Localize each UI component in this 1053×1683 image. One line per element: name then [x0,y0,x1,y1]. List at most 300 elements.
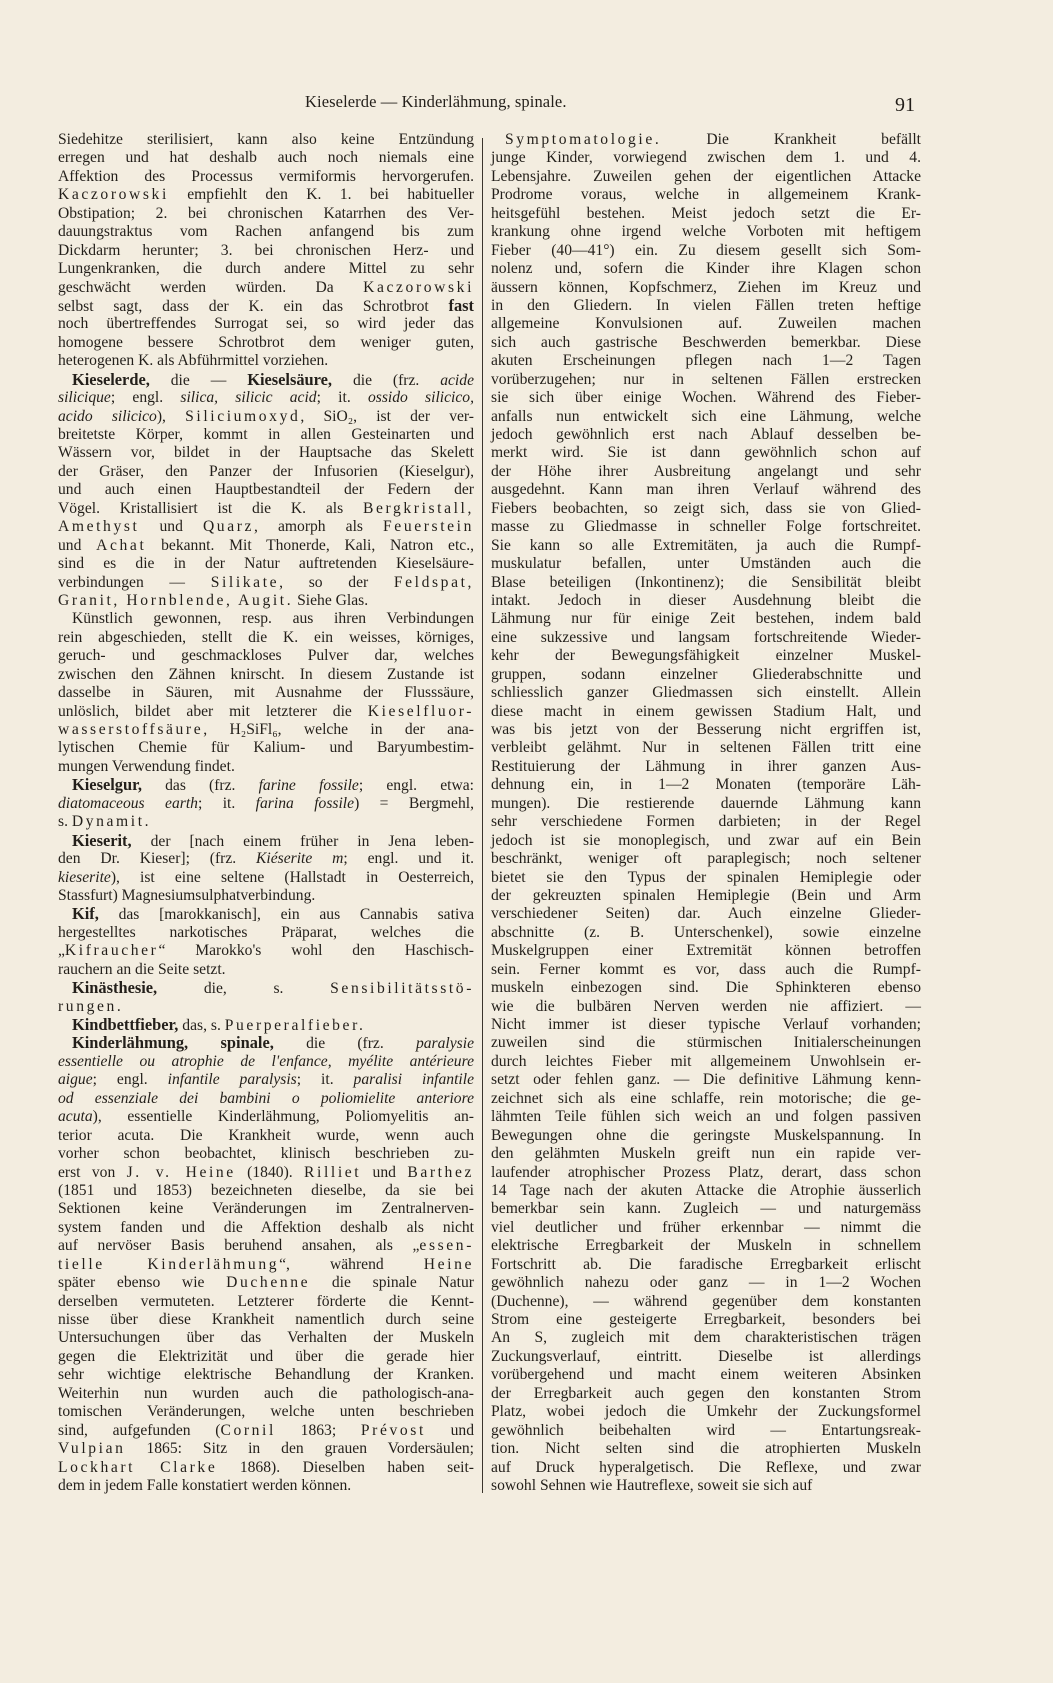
spaced-emphasis: tielle Kinderlähmung [58,1255,280,1273]
spaced-emphasis: Bergkristall, [362,499,474,517]
text-run: gewöhnlich beibehalten wird — Entartungsreak- [491,1421,921,1439]
text-line [58,279,474,297]
text-line [58,334,474,352]
text-run: (1851 und 1853) bezeichneten dieselbe, da sie bei [58,1181,474,1199]
text-line [58,1366,474,1384]
text-line [491,389,921,407]
text-line [491,242,921,260]
paragraph [58,1034,474,1495]
text-line [58,832,474,850]
foreign-term: farine fossile [258,777,359,795]
text-line [58,1274,474,1292]
text-run: auf nervöser Basis beruhend ansahen, als „ [58,1237,420,1255]
text-run: geschwächt werden würden. Da [58,278,364,296]
text-run: heterogenen K. als Abführmittel vorziehen. [58,352,329,370]
text-run: erregen und hat deshalb auch noch niemals eine [58,149,474,167]
foreign-term: kieserite [58,868,111,886]
text-run: Strom eine gesteigerte Erregbarkeit, besonders bei [491,1311,921,1328]
paragraph [58,1016,474,1034]
text-line [58,168,474,186]
text-run: gruppen, sodann einzelner Gliederabschnitte und [491,665,921,683]
text-line [58,408,474,426]
text-line [491,998,921,1016]
text-run: und [139,518,203,536]
text-run: sie sich über einige Wochen. Während des Fieber- [491,389,921,407]
text-run: rauchern an die Seite setzt. [58,960,226,978]
spaced-emphasis: essen- [419,1237,474,1255]
foreign-term: farina fossile [255,794,355,812]
text-line [58,869,474,887]
text-line [58,905,474,923]
text-line [58,1034,474,1052]
text-line [491,279,921,297]
text-line [491,1090,921,1108]
text-line [491,684,921,702]
text-run: setzt oder fehlen ganz. — Die definitive Lähmung kenn- [491,1071,921,1089]
text-line [58,721,474,739]
text-run: hergestelltes narkotisches Präparat, welches die [58,923,474,941]
text-run: nolenz und, sofern die Kinder ihre Klagen schon [491,260,921,278]
text-run: (Duchenne), — während gegenüber dem konstanten [491,1292,921,1310]
text-run: später ebenso wie [58,1274,227,1292]
text-run: vorüberzugehen; nur in seltenen Fällen erstrecken [491,370,921,388]
text-run: der Höhe ihrer Ausbreitung angelangt und sehr [491,462,921,480]
text-line [491,647,921,665]
text-run: elektrische Erregbarkeit der Muskeln in schnellem [491,1237,921,1255]
text-line [58,518,474,536]
text-line [491,795,921,813]
text-run: selbst sagt, dass der K. ein das Schrotbrot [58,297,449,315]
text-line [58,1293,474,1311]
text-run: wie die bulbären Nerven werden nie affiziert. — [491,997,921,1015]
text-run: die (frz. [332,371,441,389]
text-run: , SiO₂, ist der ver- [300,407,474,425]
text-run: tion. Nicht selten sind die atrophierten Muskeln [491,1440,921,1458]
text-line [491,1348,921,1366]
text-run: junge Kinder, vorwiegend zwischen dem 1. und 4. [491,149,921,167]
text-line [58,1145,474,1163]
text-line [58,1477,474,1495]
text-line [491,739,921,757]
text-run: zeichnet sich als eine schlaffe, rein motorische; die ge- [491,1089,921,1107]
text-run: anfalls nun entwickelt sich eine Lähmung, welche [491,407,921,425]
text-run: äussern können, Kopfschmerz, Ziehen im Kreuz und [491,278,921,296]
text-line [58,684,474,702]
text-run: Blase beteiligen (Inkontinenz); die Sensibilität bleibt [491,573,921,591]
text-run: ; it. [316,389,368,407]
text-run: das (frz. [141,777,259,795]
spaced-emphasis: Dynamit. [71,813,152,831]
text-line [58,850,474,868]
spaced-emphasis: Kifraucher [64,942,159,960]
headword: fast [448,295,474,315]
text-run: sich auch gastrische Beschwerden bemerkbar. Diese [491,333,921,351]
text-run: verschiedener Seiten) dar. Auch einzelne Glieder- [491,905,921,923]
text-line [491,887,921,905]
text-line [58,1237,474,1255]
foreign-term: diatomaceous earth [58,794,198,812]
spaced-emphasis: Kaczorowski [363,278,474,296]
page-header [0,90,1053,114]
paragraph [491,131,921,1495]
text-line [58,481,474,499]
text-line [58,1385,474,1403]
text-run: bemerkbar sein kann. Zugleich — und naturgemäss [491,1200,921,1218]
text-run: ; engl. und it. [343,850,474,868]
text-run: laufender atrophischer Prozess Platz, derart, dass schon [491,1163,921,1181]
text-run: system fanden und die Affektion deshalb als nicht [58,1218,474,1236]
text-run: sind, aufgefunden ( [58,1421,221,1439]
text-run: Siedehitze sterilisiert, kann also keine Entzündung [58,131,474,148]
spaced-emphasis: Vulpian [58,1440,126,1458]
text-line [491,500,921,518]
text-run: ) = Bergmehl, [354,794,474,812]
text-run: Fortschritt ab. Die faradische Erregbarkeit erlischt [491,1255,921,1273]
text-run: Restituierung der Lähmung in ihrer ganzen Aus- [491,757,921,775]
text-line [58,961,474,979]
text-line [58,1090,474,1108]
text-line [491,1256,921,1274]
headword: Kieserit, [72,830,132,850]
text-line [491,352,921,370]
text-run: rein abgeschieden, stellt die K. ein weisses, körniges, [58,628,474,646]
foreign-term: acide [440,371,474,389]
text-line [58,979,474,997]
spaced-emphasis: Symptomatologie. [505,131,662,148]
text-line [491,629,921,647]
text-line [491,703,921,721]
text-run: beschränkt, weniger oft paraplegisch; noch seltener [491,850,921,868]
text-run: terior acuta. Die Krankheit wurde, wenn auch [58,1126,474,1144]
text-run: ; engl. [92,1071,168,1089]
text-run: Muskelgruppen einer Extremität können betroffen [491,942,921,960]
paragraph [58,610,474,776]
text-line [491,1034,921,1052]
text-line [58,1329,474,1347]
text-line [491,463,921,481]
text-line [58,1108,474,1126]
text-line [491,1164,921,1182]
text-line [58,1071,474,1089]
text-line [491,610,921,628]
text-run: ; it. [197,794,256,812]
foreign-term: acido silicico [58,407,157,425]
text-line [58,131,474,149]
paragraph [58,776,474,831]
text-run: bietet sie den Typus der spinalen Hemiplegie oder [491,868,921,886]
foreign-term: acuta [58,1108,93,1126]
text-line [491,1200,921,1218]
text-line [491,315,921,333]
text-line [491,1145,921,1163]
text-run: jedoch gewöhnlich erst nach Ablauf desselben be- [491,426,921,443]
text-run: verbindungen — [58,573,211,591]
paragraph [58,832,474,906]
text-line [491,149,921,167]
spaced-emphasis: Duchenne [226,1274,311,1292]
headword: Kieselgur, [72,775,142,795]
text-run: und [425,1421,474,1439]
foreign-term: ossido silicico, [367,389,474,407]
paragraph [58,131,474,371]
headword: Kieselerde, [72,369,150,389]
spaced-emphasis: Feuerstein [383,518,474,536]
text-run: Lähmung nur für einige Zeit bestehen, indem bald [491,610,921,628]
spaced-emphasis: J. v. Heine [126,1163,236,1181]
text-run: ; engl. [110,389,181,407]
text-line [491,426,921,444]
text-line [491,1366,921,1384]
spaced-emphasis: Granit, Hornblende, Augit. [58,591,294,609]
text-line [491,592,921,610]
text-run: tomischen Veränderungen, welche unten beschrieben [58,1403,474,1421]
text-line [58,795,474,813]
text-run: Fiebers beobachten, so zeigt sich, dass sie von Glied- [491,499,921,517]
text-line [58,610,474,628]
text-run: eine sukzessive und langsam fortschreitende Wieder- [491,628,921,646]
text-line [491,1311,921,1329]
text-line [491,979,921,997]
text-line [58,942,474,960]
headword: Kindbettfieber, [72,1015,179,1034]
spaced-emphasis: Kaczorowski [58,186,169,204]
text-run: mungen). Die restierende dauernde Lähmung kann [491,794,921,812]
text-run: den gelähmten Muskeln greift nun ein rapide ver- [491,1145,921,1163]
text-run: Prodrome voraus, welche in allgemeinem Krank- [491,186,921,204]
text-line [58,297,474,315]
text-line [491,1016,921,1034]
text-line [491,260,921,278]
text-run: die, s. [157,980,331,998]
text-run: was bis jetzt von der Besserung nicht ergriffen ist, [491,721,921,738]
text-run: , amorph als [254,518,384,536]
text-line [491,1053,921,1071]
text-line [58,1127,474,1145]
spaced-emphasis: Sensibilitätsstö- [330,980,474,998]
text-run: muskeln einbezogen sind. Die Sphinkteren ebenso [491,979,921,997]
text-line [491,832,921,850]
text-run: der Gräser, den Panzer der Infusorien (Kieselgur), [58,462,474,480]
text-run: das [marokkanisch], ein aus Cannabis sativa [98,906,474,924]
foreign-term: paralysie [415,1035,474,1053]
text-line [491,1459,921,1477]
headword: Kinderlähmung, spinale, [72,1033,274,1053]
text-line [491,776,921,794]
text-run: lytischen Chemie für Kalium- und Baryumbestim- [58,739,474,757]
paragraph [58,371,474,611]
text-line [58,1422,474,1440]
text-run: allgemeine Konvulsionen auf. Zuweilen machen [491,315,921,333]
text-line [491,924,921,942]
text-run: Künstlich gewonnen, resp. aus ihren Verbindungen [72,610,474,628]
text-run: viel deutlicher und früher erkennbar — nimmt die [491,1218,921,1236]
text-run: , H₂SiFl₆, welche in der ana- [203,721,474,738]
text-run: 14 Tage nach der akuten Attacke die Atrophie äusserlich [491,1181,921,1199]
text-line [58,758,474,776]
text-run: krankung ohne irgend welche Vorboten mit heftigem [491,223,921,241]
text-run: schliesslich ganzer Gliedmassen sich einstellt. Allein [491,684,921,702]
text-line [58,463,474,481]
text-run: Lebensjahre. Zuweilen gehen der eigentlichen Attacke [491,167,921,185]
text-run: gewöhnlich nahezu oder ganz — in 1—2 Wochen [491,1274,921,1292]
text-line [491,1440,921,1458]
text-run: , so der [279,573,394,591]
foreign-term: silicique [58,389,111,407]
text-run: vorübergehend und macht einem weiteren Absinken [491,1366,921,1384]
text-run: diese macht in einem gewissen Stadium Halt, und [491,702,921,720]
text-run: sowohl Sehnen wie Hautreflexe, soweit sie sich auf [491,1476,813,1494]
text-line [58,186,474,204]
spaced-emphasis: Kieselfluor- [367,702,474,720]
text-run: Zuckungsverlauf, eintritt. Dieselbe ist allerdings [491,1347,921,1365]
text-line [491,205,921,223]
text-run: mungen Verwendung findet. [58,757,235,775]
text-line [491,666,921,684]
foreign-term: Kiéserite m [256,850,344,868]
text-run: intakt. Jedoch in dieser Ausdehnung bleibt die [491,591,921,609]
text-line [491,1127,921,1145]
foreign-term: paralisi infantile [353,1071,474,1089]
text-line [491,905,921,923]
text-run: Platz, wobei jedoch die Umkehr der Zuckungsformel [491,1403,921,1421]
text-line [58,205,474,223]
text-line [58,776,474,794]
text-line [58,537,474,555]
text-run: das, s. [178,1017,225,1034]
text-line [491,481,921,499]
text-line [58,1053,474,1071]
text-line [58,444,474,462]
text-line [58,924,474,942]
left-column [58,131,474,1495]
text-line [58,998,474,1016]
text-run: An S, zugleich mit dem charakteristischen trägen [491,1329,921,1347]
text-line [58,666,474,684]
text-line [58,1200,474,1218]
text-run: geruch- und geschmackloses Pulver dar, welches [58,647,474,665]
text-run: den Dr. Kieser]; (frz. [58,850,257,868]
text-run: dasselbe in Säuren, mit Ausnahme der Flusssäure, [58,684,474,702]
text-run: durch leichtes Fieber mit allgemeinem Unwohlsein er- [491,1052,921,1070]
text-run: Nicht immer ist dieser typische Verlauf vorhanden; [491,1016,921,1033]
text-line [58,887,474,905]
text-run: s. [58,813,72,831]
text-line [58,260,474,278]
text-run: „ [58,942,65,960]
spaced-emphasis: Achat [96,536,147,554]
text-run: Vögel. Kristallisiert ist die K. als [58,499,363,517]
text-line [491,1182,921,1200]
text-run: auf Druck hyperalgetisch. Die Reflexe, und zwar [491,1458,921,1476]
text-run: Fieber (40—41°) ein. Zu diesem gesellt sich Som- [491,241,921,259]
text-line [58,223,474,241]
text-line [58,389,474,407]
spaced-emphasis: Puerperalfieber. [224,1017,366,1034]
text-line [58,1440,474,1458]
spaced-emphasis: rungen. [58,997,124,1015]
text-line [58,352,474,370]
text-line [491,518,921,536]
text-run: Untersuchungen über das Verhalten der Muskeln [58,1329,474,1347]
text-line [58,149,474,167]
text-line [58,592,474,610]
text-line [491,131,921,149]
text-run: Stassfurt) Magnesiumsulphatverbindung. [58,886,316,904]
text-line [491,1274,921,1292]
text-run: sein. Ferner kommt es vor, dass auch die Rumpf- [491,960,921,978]
text-line [58,371,474,389]
text-line [491,297,921,315]
text-line [491,1293,921,1311]
text-run: dehnung ein, in 1—2 Monaten (temporäre Läh- [491,776,921,794]
spaced-emphasis: Lockhart Clarke [58,1458,218,1476]
spaced-emphasis: Barthez [407,1163,474,1181]
spaced-emphasis: Feldspat, [393,573,475,591]
text-line [58,1459,474,1477]
foreign-term: od essenziale dei bambini o poliomielite anteriore [58,1089,474,1107]
text-run: Weiterhin nun wurden auch die pathologisch-ana- [58,1384,474,1402]
text-run: verbleibt gelähmt. Nur in seltenen Fällen tritt eine [491,739,921,757]
text-line [491,961,921,979]
text-run: ), ist eine seltene (Hallstadt in Oesterreich, [110,868,474,886]
text-line [491,1329,921,1347]
spaced-emphasis: Rilliet [304,1163,362,1181]
text-run: Siehe Glas. [293,591,369,609]
text-run: ), essentielle Kinderlähmung, Poliomyelitis an- [92,1108,474,1126]
text-run: “, während [279,1255,424,1273]
text-run: vorher schon beobachtet, klinisch beschrieben zu- [58,1145,474,1163]
text-line [58,629,474,647]
text-run: Obstipation; 2. bei chronischen Katarrhen des Ver- [58,204,474,222]
text-line [491,869,921,887]
right-column [491,131,921,1495]
text-run: in den Gliedern. In vielen Fällen treten heftige [491,296,921,314]
text-run: heitsgefühl bestehen. Meist jedoch setzt die Er- [491,204,921,222]
text-run: Sie kann so alle Extremitäten, ja auch die Rumpf- [491,536,921,554]
text-run: Sektionen keine Veränderungen im Zentralnerven- [58,1200,474,1218]
paragraph [58,979,474,1016]
text-run: erst von [58,1163,127,1181]
text-line [58,242,474,260]
spaced-emphasis: Silikate [210,573,280,591]
text-run: masse zu Gliedmasse in schneller Folge fortschreitet. [491,518,921,536]
text-run: breitetste Körper, kommt in allen Gesteinarten und [58,426,474,443]
text-run: homogene bessere Schrotbrot dem weniger guten, [58,333,474,351]
text-line [491,537,921,555]
text-line [58,1219,474,1237]
text-run: 1863; [275,1421,361,1439]
text-run: dauungstraktus vom Rachen anfangend bis zum [58,223,474,241]
text-run: sind es die in der Natur auftretenden Kieselsäure- [58,555,474,573]
text-run: unlöslich, bildet aber mit letzterer die [58,702,368,720]
text-line [491,850,921,868]
text-line [491,444,921,462]
text-run: akuten Erscheinungen pflegen nach 1—2 Tagen [491,352,921,370]
text-line [491,223,921,241]
text-run: bekannt. Mit Thonerde, Kali, Natron etc., [146,536,474,554]
text-line [58,1348,474,1366]
spaced-emphasis: wasserstoffsäure [58,721,204,738]
text-run: Dickdarm herunter; 3. bei chronischen Herz- und [58,241,474,259]
text-run: empfiehlt den K. 1. bei habitueller [168,186,474,204]
text-line [491,721,921,739]
text-run: Wässern vor, bildet in der Hauptsache das Skelett [58,444,474,462]
text-line [491,1071,921,1089]
text-line [491,758,921,776]
text-run: dem in jedem Falle konstatiert werden können. [58,1476,352,1494]
text-line [491,408,921,426]
text-run: jedoch ist sie monoplegisch, und zwar auf ein Bein [491,831,921,849]
